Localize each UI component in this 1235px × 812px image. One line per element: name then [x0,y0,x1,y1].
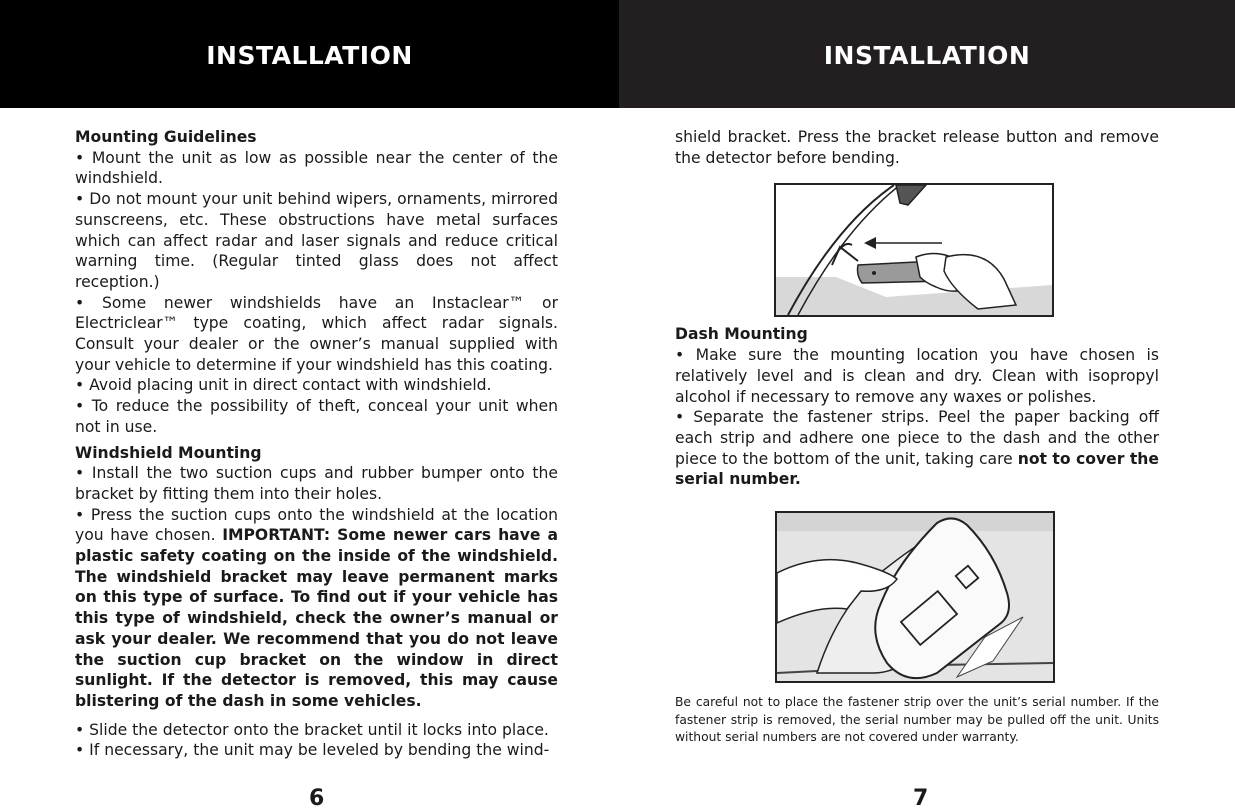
serial-warning: not to cover the serial number. [675,449,1159,489]
mounting-guidelines-heading: Mounting Guidelines [75,128,257,146]
guideline-bullet: • Some newer windshields have an Instaclear™ or Electriclear™ type coating, which affect radar signals. Consult your dealer or the owner’s manual supplied with your vehicle to determine if your windshield has this coating. [75,293,558,374]
slide-arrow-head [864,237,876,249]
figure-caption: Be careful not to place the fastener strip over the unit’s serial number. If the fastener strip is removed, the serial number may be pulled off the unit. Units without serial numbers are not covered under warranty. [675,695,1159,745]
dash-mounting-heading: Dash Mounting [675,325,808,344]
release-button [872,271,876,275]
guideline-bullet: • To reduce the possibility of theft, conceal your unit when not in use. [75,397,558,436]
windshield-bullet: • Install the two suction cups and rubber bumper onto the bracket by fitting them into their holes. [75,464,558,503]
right-page-header [619,0,1235,108]
guideline-bullet: • Avoid placing unit in direct contact with windshield. [75,376,492,395]
dash-bullet: • Make sure the mounting location you have chosen is relatively level and is clean and dry. Clean with isopropyl alcohol if necessary to remove any waxes or polishes. [675,346,1159,406]
guideline-bullet: • Do not mount your unit behind wipers, ornaments, mirrored sunscreens, etc. These obstructions have metal surfaces which can affect radar and laser signals and reduce critical warning time. (Regular tinted glass does not affect reception.) [75,190,558,291]
windshield-bullet: • If necessary, the unit may be leveled by bending the wind- [75,741,550,760]
left-header-title: INSTALLATION [206,41,413,70]
right-header-title: INSTALLATION [823,41,1031,70]
dash-bullet-text: • Separate the fastener strips. Peel the paper backing off each strip and adhere one piece to the dash and the other piece to the bottom of the unit, taking care [675,408,1159,468]
rearview-mirror-mount [896,185,926,205]
windshield-bullet-important [75,505,558,712]
left-page-header [0,0,619,108]
windshield-mounting-heading: Windshield Mounting [75,443,262,462]
left-page-number: 6 [309,786,325,811]
bracket-clip [832,247,858,265]
continuation-text: shield bracket. Press the bracket release button and remove the detector before bending. [675,128,1159,167]
right-page-number: 7 [913,786,929,811]
guideline-bullet: • Mount the unit as low as possible near the center of the windshield. [75,148,558,188]
dash-back-edge [777,513,1053,531]
left-page-body [75,127,558,761]
important-warning: IMPORTANT: Some newer cars have a plastic safety coating on the inside of the windshield. The windshield bracket may leave permanent marks on this type of surface. To find out if your vehicle has this type of windshield, check the owner’s manual or ask your dealer. We recommend that you do not leave the suction cup bracket on the window in direct sunlight. If the detector is removed, this may cause blistering of the dash in some vehicles. [75,526,559,710]
windshield-bullet-text: • Press the suction cups onto the windshield at the location you have chosen. [75,505,558,545]
dash-bullet-serial [675,407,1159,490]
dash-mounting-illustration [775,511,1055,683]
windshield-bullet: • Slide the detector onto the bracket until it locks into place. [75,720,549,739]
windshield-bracket-illustration [774,183,1054,317]
